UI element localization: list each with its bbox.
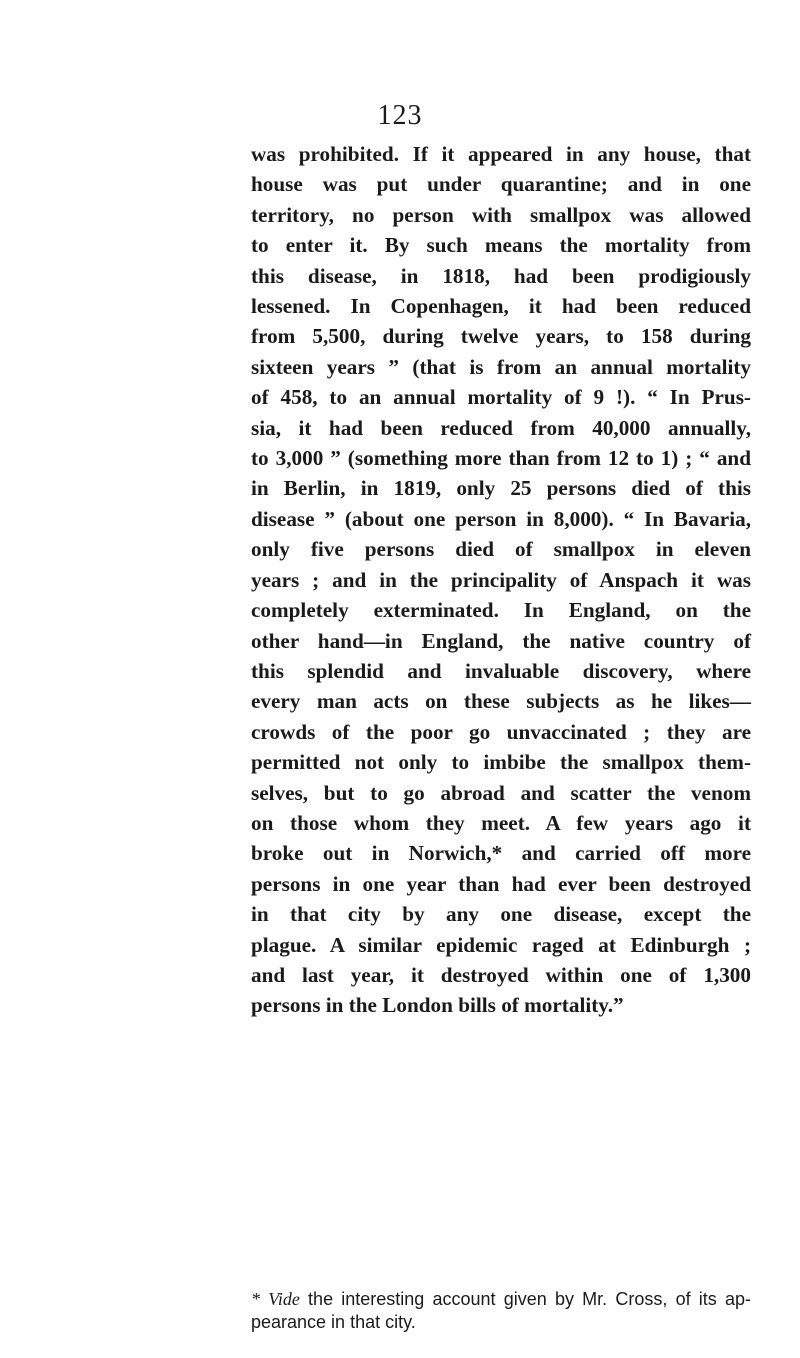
body-line: from 5,500, during twelve years, to 158 during — [251, 324, 751, 349]
body-line: this splendid and invaluable discovery, where — [251, 658, 751, 683]
footnote-marker: * — [251, 1289, 260, 1309]
body-line: completely exterminated. In England, on the — [251, 598, 751, 623]
body-line: persons in the London bills of mortality.” — [251, 993, 624, 1018]
body-line: sia, it had been reduced from 40,000 annually, — [251, 415, 751, 440]
body-line: permitted not only to imbibe the smallpox them- — [251, 750, 751, 775]
body-line: every man acts on these subjects as he likes— — [251, 689, 751, 714]
body-line: persons in one year than had ever been destroyed — [251, 871, 751, 896]
body-line: selves, but to go abroad and scatter the venom — [251, 780, 751, 805]
footnote-line-2: pearance in that city. — [251, 1312, 416, 1332]
body-line: this disease, in 1818, had been prodigiously — [251, 263, 751, 288]
body-line: only five persons died of smallpox in eleven — [251, 537, 751, 562]
body-line: other hand—in England, the native country of — [251, 628, 751, 653]
footnote-line-1 — [251, 1288, 751, 1311]
body-line: broke out in Norwich,* and carried off more — [251, 841, 751, 866]
footnote-text: the interesting account given by Mr. Cross, of its ap- — [299, 1289, 751, 1309]
body-line: plague. A similar epidemic raged at Edinburgh ; — [251, 932, 751, 957]
body-text — [251, 139, 751, 1021]
body-line: was prohibited. If it appeared in any house, that — [251, 142, 751, 166]
body-line: house was put under quarantine; and in one — [251, 172, 751, 197]
footnote-vide: Vide — [268, 1289, 300, 1309]
body-line: and last year, it destroyed within one of 1,300 — [251, 962, 751, 987]
body-line: to 3,000 ” (something more than from 12 to 1) ; “ and — [251, 446, 751, 471]
page-number: 123 — [377, 100, 423, 131]
body-line: in Berlin, in 1819, only 25 persons died of this — [251, 476, 751, 501]
body-line: to enter it. By such means the mortality from — [251, 233, 751, 258]
body-line: in that city by any one disease, except the — [251, 902, 751, 927]
footnote — [251, 1288, 751, 1334]
body-line: of 458, to an annual mortality of 9 !). “ In Prus- — [251, 385, 751, 410]
body-line: lessened. In Copenhagen, it had been reduced — [251, 294, 751, 319]
body-line: crowds of the poor go unvaccinated ; they are — [251, 719, 751, 744]
body-line: years ; and in the principality of Anspach it was — [251, 567, 751, 592]
body-line: on those whom they meet. A few years ago it — [251, 810, 751, 835]
body-line: disease ” (about one person in 8,000). “ In Bavaria, — [251, 506, 751, 531]
body-line: territory, no person with smallpox was allowed — [251, 202, 751, 227]
body-line: sixteen years ” (that is from an annual mortality — [251, 354, 751, 379]
